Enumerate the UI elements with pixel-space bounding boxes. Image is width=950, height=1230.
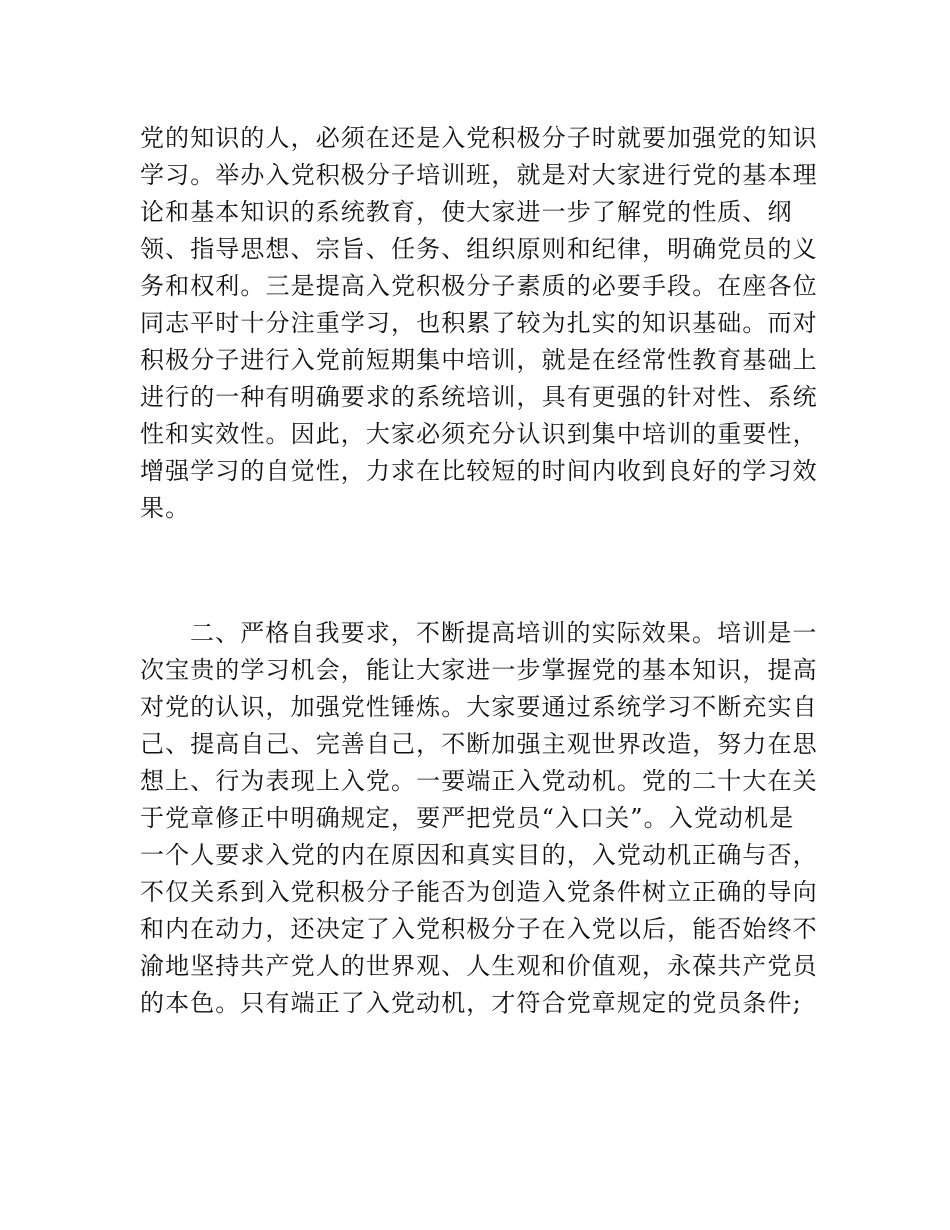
paragraph-1	[140, 120, 820, 527]
text-line: 党的知识的人，必须在还是入党积极分子时就要加强党的知识	[140, 124, 818, 152]
text-line: 己、提高自己、完善自己，不断加强主观世界改造，努力在思	[140, 730, 818, 758]
text-line: 和内在动力，还决定了入党积极分子在入党以后，能否始终不	[140, 915, 818, 943]
text-line: 次宝贵的学习机会，能让大家进一步掌握党的基本知识，提高	[140, 656, 818, 684]
text-line: 性和实效性。因此，大家必须充分认识到集中培训的重要性，	[140, 420, 818, 448]
text-line: 务和权利。三是提高入党积极分子素质的必要手段。在座各位	[140, 272, 818, 300]
text-line: 不仅关系到入党积极分子能否为创造入党条件树立正确的导向	[140, 878, 818, 906]
text-line: 学习。举办入党积极分子培训班，就是对大家进行党的基本理	[140, 161, 818, 189]
text-line: 增强学习的自觉性，力求在比较短的时间内收到良好的学习效	[140, 457, 818, 485]
text-line: 领、指导思想、宗旨、任务、组织原则和纪律，明确党员的义	[140, 235, 818, 263]
text-line: 于党章修正中明确规定，要严把党员“入口关”。入党动机是	[140, 804, 795, 832]
text-line: 积极分子进行入党前短期集中培训，就是在经常性教育基础上	[140, 346, 818, 374]
text-line: 二、严格自我要求，不断提高培训的实际效果。培训是一	[190, 619, 818, 647]
text-line: 对党的认识，加强党性锤炼。大家要通过系统学习不断充实自	[140, 693, 818, 721]
text-line: 一个人要求入党的内在原因和真实目的，入党动机正确与否，	[140, 841, 818, 869]
paragraph-2	[140, 615, 820, 1022]
text-line: 论和基本知识的系统教育，使大家进一步了解党的性质、纲	[140, 198, 793, 226]
text-line: 想上、行为表现上入党。一要端正入党动机。党的二十大在关	[140, 767, 818, 795]
text-line: 同志平时十分注重学习，也积累了较为扎实的知识基础。而对	[140, 309, 818, 337]
text-line: 果。	[140, 494, 191, 522]
text-line: 渝地坚持共产党人的世界观、人生观和价值观，永葆共产党员	[140, 952, 818, 980]
text-line: 进行的一种有明确要求的系统培训，具有更强的针对性、系统	[140, 383, 818, 411]
text-line: 的本色。只有端正了入党动机，才符合党章规定的党员条件;	[140, 989, 802, 1017]
